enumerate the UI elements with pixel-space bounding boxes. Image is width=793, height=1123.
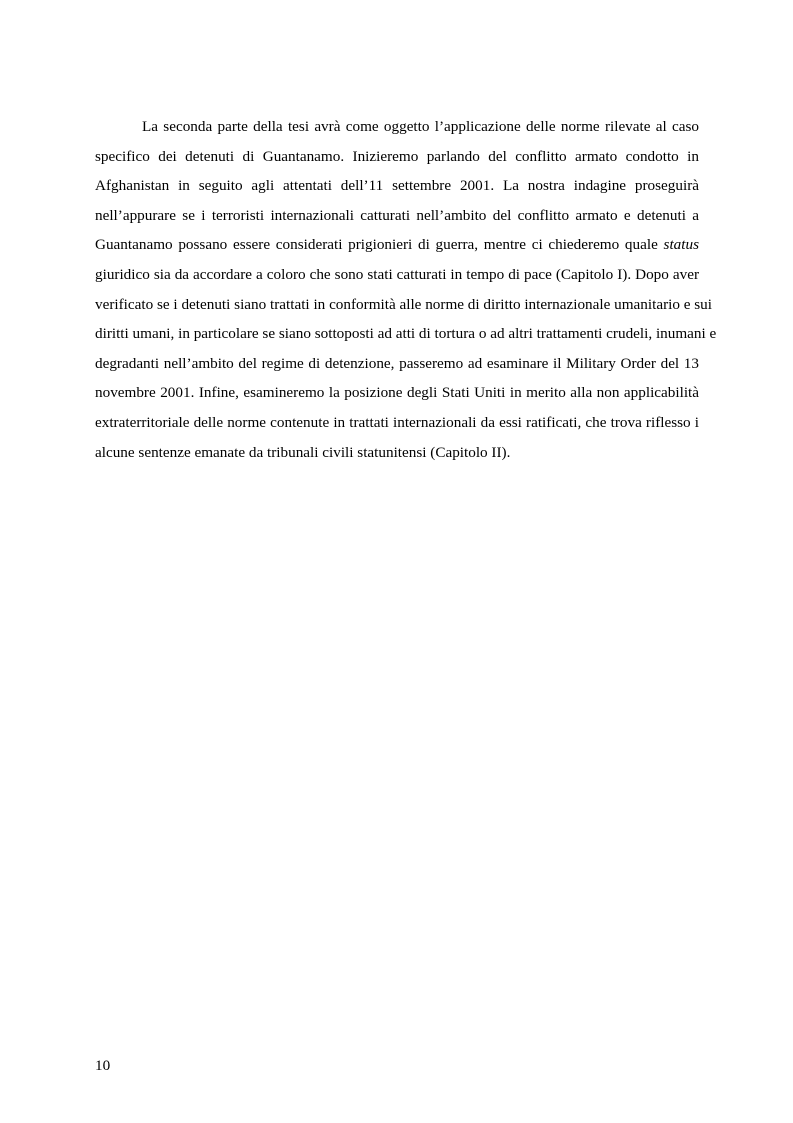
paragraph-line-10: novembre 2001. Infine, esamineremo la posizione degli Stati Uniti in merito alla non applicabilità — [95, 384, 699, 402]
paragraph-line-2: specifico dei detenuti di Guantanamo. Inizieremo parlando del conflitto armato condotto in — [95, 147, 699, 165]
paragraph-line-6: giuridico sia da accordare a coloro che sono stati catturati in tempo di pace (Capitolo I). Dopo aver — [95, 265, 699, 283]
paragraph-line-1: La seconda parte della tesi avrà come oggetto l’applicazione delle norme rilevate al caso — [142, 118, 699, 135]
paragraph-line-9: degradanti nell’ambito del regime di detenzione, passeremo ad esaminare il Military Order del 13 — [95, 354, 699, 372]
paragraph-line-11: extraterritoriale delle norme contenute in trattati internazionali da essi ratificati, che trova riflesso i — [95, 413, 699, 431]
paragraph-line-7: verificato se i detenuti siano trattati in conformità alle norme di diritto internazionale umanitario e sui — [95, 295, 712, 313]
paragraph-line-5-text: Guantanamo possano essere considerati prigionieri di guerra, mentre ci chiederemo quale — [95, 236, 664, 254]
paragraph-line-12: alcune sentenze emanate da tribunali civili statunitensi (Capitolo II). — [95, 443, 511, 461]
italic-status-term: status — [663, 236, 699, 254]
page-number: 10 — [95, 1057, 111, 1074]
paragraph-line-3: Afghanistan in seguito agli attentati dell’11 settembre 2001. La nostra indagine proseguirà — [95, 177, 699, 195]
paragraph-line-8: diritti umani, in particolare se siano sottoposti ad atti di tortura o ad altri trattamenti crudeli, inumani e — [95, 325, 717, 343]
paragraph-line-4: nell’appurare se i terroristi internazionali catturati nell’ambito del conflitto armato e detenuti a — [95, 206, 699, 224]
body-paragraph — [95, 112, 717, 467]
paragraph-line-5 — [95, 230, 699, 260]
